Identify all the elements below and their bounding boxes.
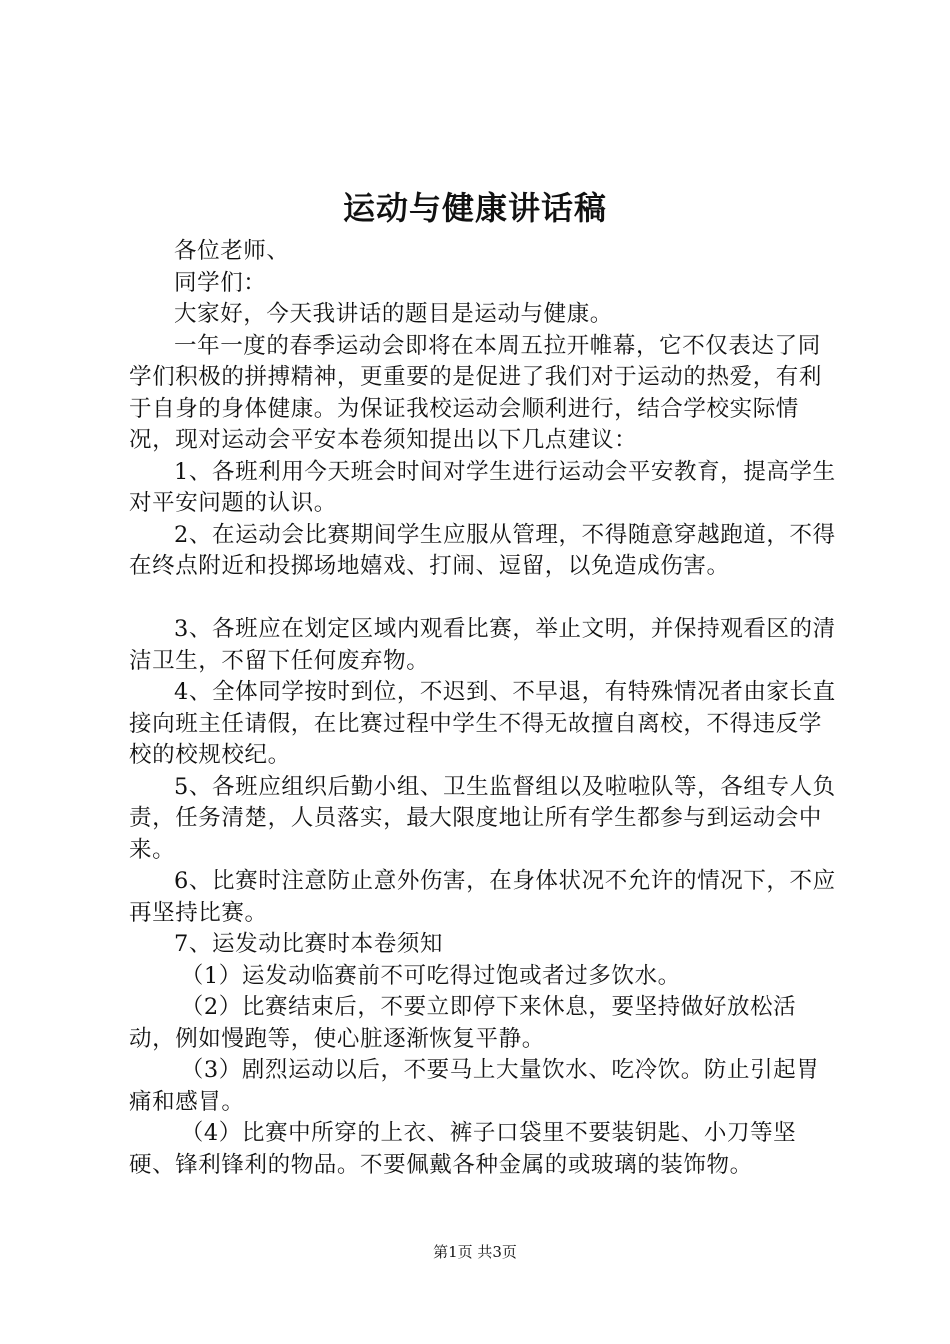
salutation-teachers: 各位老师、 bbox=[174, 238, 290, 264]
page-footer: 第1页 共3页 bbox=[433, 1243, 517, 1261]
subpoint-2-paragraph: （2）比赛结束后，不要立即停下来休息，要坚持做好放松活动，例如慢跑等，使心脏逐渐恢复平静。 bbox=[129, 994, 797, 1052]
point-7-paragraph: 7、运发动比赛时本卷须知 bbox=[174, 931, 444, 957]
document-body bbox=[129, 236, 841, 1181]
point-4-paragraph: 4、全体同学按时到位，不迟到、不早退，有特殊情况者由家长直接向班主任请假，在比赛过程中学生不得无故擅自离校，不得违反学校的校规校纪。 bbox=[129, 679, 836, 768]
document-title: 运动与健康讲话稿 bbox=[342, 189, 607, 227]
subpoint-4-paragraph: （4）比赛中所穿的上衣、裤子口袋里不要装钥匙、小刀等坚硬、锋利锋利的物品。不要佩戴各种金属的或玻璃的装饰物。 bbox=[129, 1120, 797, 1178]
point-5-paragraph: 5、各班应组织后勤小组、卫生监督组以及啦啦队等，各组专人负责，任务清楚，人员落实，最大限度地让所有学生都参与到运动会中来。 bbox=[129, 773, 836, 863]
subpoint-3-paragraph: （3）剧烈运动以后，不要马上大量饮水、吃冷饮。防止引起胃痛和感冒。 bbox=[129, 1057, 820, 1115]
point-6-paragraph: 6、比赛时注意防止意外伤害，在身体状况不允许的情况下，不应再坚持比赛。 bbox=[129, 868, 836, 926]
point-1-paragraph: 1、各班利用今天班会时间对学生进行运动会平安教育，提高学生对平安问题的认识。 bbox=[129, 458, 836, 516]
greeting-paragraph: 大家好，今天我讲话的题目是运动与健康。 bbox=[174, 301, 613, 327]
point-2-paragraph: 2、在运动会比赛期间学生应服从管理，不得随意穿越跑道，不得在终点附近和投掷场地嬉戏、打闹、逗留，以免造成伤害。 bbox=[129, 521, 836, 579]
salutation-students: 同学们： bbox=[174, 269, 267, 296]
point-3-paragraph: 3、各班应在划定区域内观看比赛，举止文明，并保持观看区的清洁卫生，不留下任何废弃物。 bbox=[129, 616, 836, 674]
intro-paragraph: 一年一度的春季运动会即将在本周五拉开帷幕，它不仅表达了同学们积极的拼搏精神，更重要的是促进了我们对于运动的热爱，有利于自身的身体健康。为保证我校运动会顺利进行，结合学校实际情况，现对运动会平安本卷须知提出以下几点建议： bbox=[129, 332, 823, 453]
subpoint-1-paragraph: （1）运发动临赛前不可吃得过饱或者过多饮水。 bbox=[180, 962, 681, 989]
